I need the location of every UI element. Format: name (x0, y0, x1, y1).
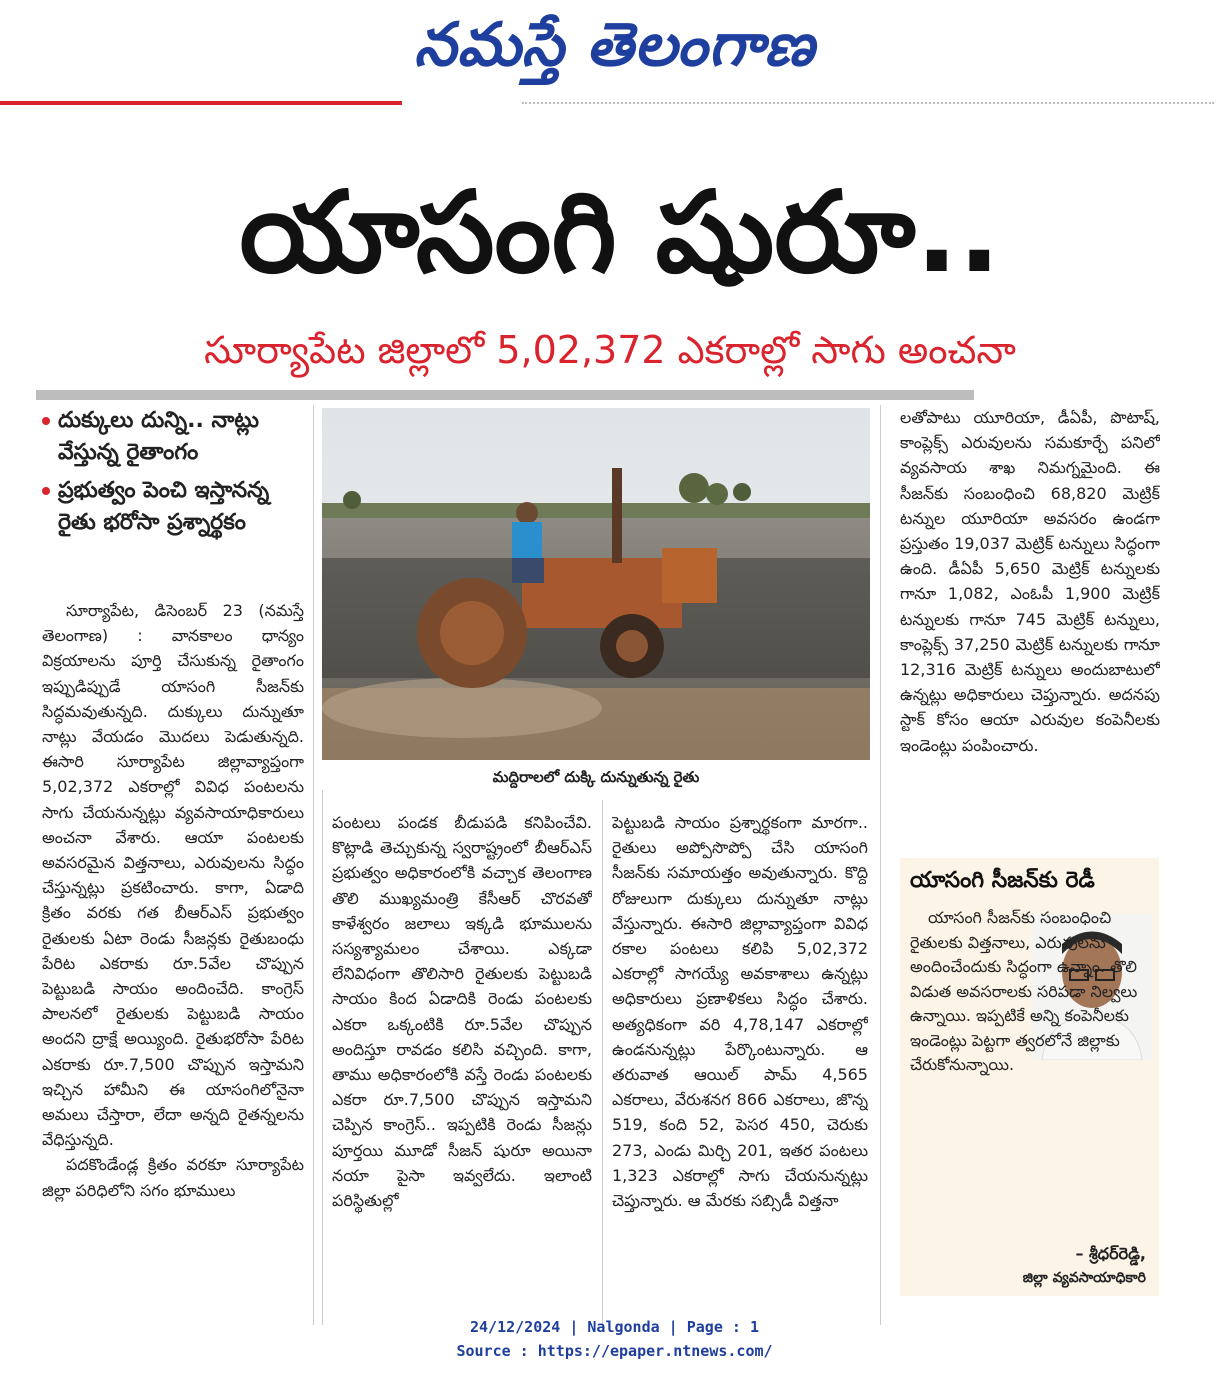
article-paragraph: పంటలు పండక బీడుపడి కనిపించేవి. కొట్లాడి తెచ్చుకున్న స్వరాష్ట్రంలో బీఆర్‌ఎస్ ప్రభుత్వం అధికారంలోకి వచ్చాక తెలంగాణ తొలి ముఖ్యమంత్రి కేసీఆర్ చొరవతో కాళేశ్వరం జలాలు ఇక్కడి భూములను సస్యశ్యామలం చేశాయి. ఎక్కడా లేనివిధంగా తొలిసారి రైతులకు పెట్టుబడి సాయం కింద ఏడాదికి రెండు పంటలకు ఎకరా ఒక్కంటికి రూ.5వేల చొప్పున అందిస్తూ రావడం కలిసి వచ్చింది. కాగా, తాము అధికారంలోకి వస్తే రెండు పంటలకు ఎకరా రూ.7,500 చొప్పున ఇస్తామని చెప్పిన కాంగ్రెస్.. ఇప్పటికి రెండు సీజన్లు పూర్తయి మూడో సీజన్ షురూ అయినా నయా పైసా ఇవ్వలేదు. ఇలాంటి పరిస్థితుల్లో (332, 813, 592, 1211)
highlight-bullets (42, 405, 304, 545)
column-divider (322, 790, 323, 1325)
quote-author: – శ్రీధర్‌రెడ్డి, (1075, 1244, 1146, 1263)
article-column-2 (332, 810, 592, 1330)
sidebar-box-title: యాసంగి సీజన్‌కు రెడీ (910, 868, 1095, 893)
tractor-photo (322, 408, 870, 760)
footer-edition-info: 24/12/2024 | Nalgonda | Page : 1 (470, 1318, 759, 1336)
column-divider (880, 405, 881, 1325)
subheadline-rule (36, 390, 974, 400)
article-paragraph: పెట్టుబడి సాయం ప్రశ్నార్థకంగా మారగా.. రైతులు అప్పోసొప్పో చేసి యాసంగి సీజన్‌కు సమాయత్తం అవుతున్నారు. కొద్ది రోజులుగా దుక్కులు దున్నుతూ నాట్లు వేస్తున్నారు. ఈసారి జిల్లావ్యాప్తంగా వివిధ రకాల పంటలు కలిపి 5,02,372 ఎకరాల్లో సాగయ్యే అవకాశాలు ఉన్నట్లు అధికారులు ప్రణాళికలు సిద్ధం చేశారు. అత్యధికంగా వరి 4,78,147 ఎకరాల్లో ఉండనున్నట్లు పేర్కొంటున్నారు. ఆ తరువాత ఆయిల్ పామ్ 4,565 ఎకరాలు, వేరుశనగ 866 ఎకరాలు, జొన్న 519, కంది 52, పెసర 450, చెరుకు 273, ఎండు మిర్చి 201, ఇతర పంటలు 1,323 ఎకరాల్లో సాగు చేయనున్నట్లు చెప్తున్నారు. ఆ మేరకు సబ్సిడీ విత్తనా (612, 813, 868, 1211)
masthead-red-rule (0, 101, 402, 105)
bullet-dot-icon (42, 417, 50, 425)
article-paragraph: సూర్యాపేట, డిసెంబర్ 23 (నమస్తే తెలంగాణ) : వానకాలం ధాన్యం విక్రయాలను పూర్తి చేసుకున్న రైతాంగం ఇప్పుడిప్పుడే యాసంగి సీజన్‌కు సిద్ధమవుతున్నది. దుక్కులు దున్నుతూ నాట్లు వేయడం మొదలు పెడుతున్నది. ఈసారి సూర్యాపేట జిల్లావ్యాప్తంగా 5,02,372 ఎకరాల్లో వివిధ పంటలను సాగు చేయనున్నట్లు వ్యవసాయాధికారులు అంచనా వేశారు. ఆయా పంటలకు అవసరమైన విత్తనాలు, ఎరువులను సిద్ధం చేస్తున్నట్లు ప్రకటించారు. కాగా, ఏడాది క్రితం వరకు గత బీఆర్‌ఎస్ ప్రభుత్వం రైతులకు ఏటా రెండు సీజన్లకు రైతుబంధు పేరిట ఎకరాకు రూ.5వేల చొప్పున పెట్టుబడి సాయం అందించేది. కాంగ్రెస్ పాలనలో రైతులకు పెట్టుబడి సాయం అందని ద్రాక్షే అయ్యింది. రైతుభరోసా పేరిట ఎకరాకు రూ.7,500 చొప్పున ఇస్తామని ఇచ్చిన హామీని ఈ యాసంగిలోనైనా అమలు చేస్తారా, లేదా అన్నది రైతన్నలను వేధిస్తున్నది. (42, 601, 304, 1150)
masthead: నమస్తే తెలంగాణ (413, 10, 816, 80)
masthead-dotted-rule (522, 102, 1214, 104)
article-column-1 (42, 598, 304, 1328)
article-column-3 (612, 810, 868, 1330)
bullet-item: ప్రభుత్వం పెంచి ఇస్తానన్న రైతు భరోసా ప్రశ్నార్థకం (42, 475, 304, 539)
footer-source: Source : https://epaper.ntnews.com/ (456, 1342, 773, 1360)
quote-author-title: జిల్లా వ్యవసాయాధికారి (1022, 1270, 1146, 1286)
sidebar-box-quote: యాసంగి సీజన్‌కు సంబంధించి రైతులకు విత్తనాలు, ఎరువులను అందించేందుకు సిద్ధంగా ఉన్నాం. తొలి విడుత అవసరాలకు సరిపడా నిల్వలు ఉన్నాయి. ఇప్పటికే అన్ని కంపెనీలకు ఇండెంట్లు పెట్టగా త్వరలోనే జిల్లాకు చేరుకోనున్నాయి. (910, 908, 1138, 1074)
article-paragraph: లతోపాటు యూరియా, డీఏపీ, పొటాష్, కాంప్లెక్స్ ఎరువులను సమకూర్చే పనిలో వ్యవసాయ శాఖ నిమగ్నమైంది. ఈ సీజన్‌కు సంబంధించి 68,820 మెట్రిక్ టన్నుల యూరియా అవసరం ఉండగా ప్రస్తుతం 19,037 మెట్రిక్ టన్నులు సిద్ధంగా ఉంది. డీఏపీ 5,650 మెట్రిక్ టన్నులకు గానూ 1,082, ఎంఓపీ 1,900 మెట్రిక్ టన్నులకు గానూ 745 మెట్రిక్ టన్నులు, కాంప్లెక్స్ 37,250 మెట్రిక్ టన్నులకు గానూ 12,316 మెట్రిక్ టన్నులు అందుబాటులో ఉన్నట్లు అధికారులు చెప్తున్నారు. అదనపు స్టాక్ కోసం ఆయా ఎరువుల కంపెనీలకు ఇండెంట్లు పంపించారు. (900, 408, 1160, 755)
bullet-item: దుక్కులు దున్ని.. నాట్లు వేస్తున్న రైతాంగం (42, 405, 304, 469)
photo-caption: మద్దిరాలలో దుక్కి దున్నుతున్న రైతు (492, 768, 700, 786)
article-column-4 (900, 405, 1160, 845)
article-paragraph: పదకొండేండ్ల క్రితం వరకూ సూర్యాపేట జిల్లా పరిధిలోని సగం భూములు (42, 1155, 304, 1200)
column-divider (602, 800, 603, 1325)
subheadline: సూర్యాపేట జిల్లాలో 5,02,372 ఎకరాల్లో సాగు అంచనా (204, 328, 1016, 372)
headline: యాసంగి షురూ.. (239, 168, 1001, 298)
bullet-dot-icon (42, 487, 50, 495)
column-divider (313, 405, 314, 1325)
